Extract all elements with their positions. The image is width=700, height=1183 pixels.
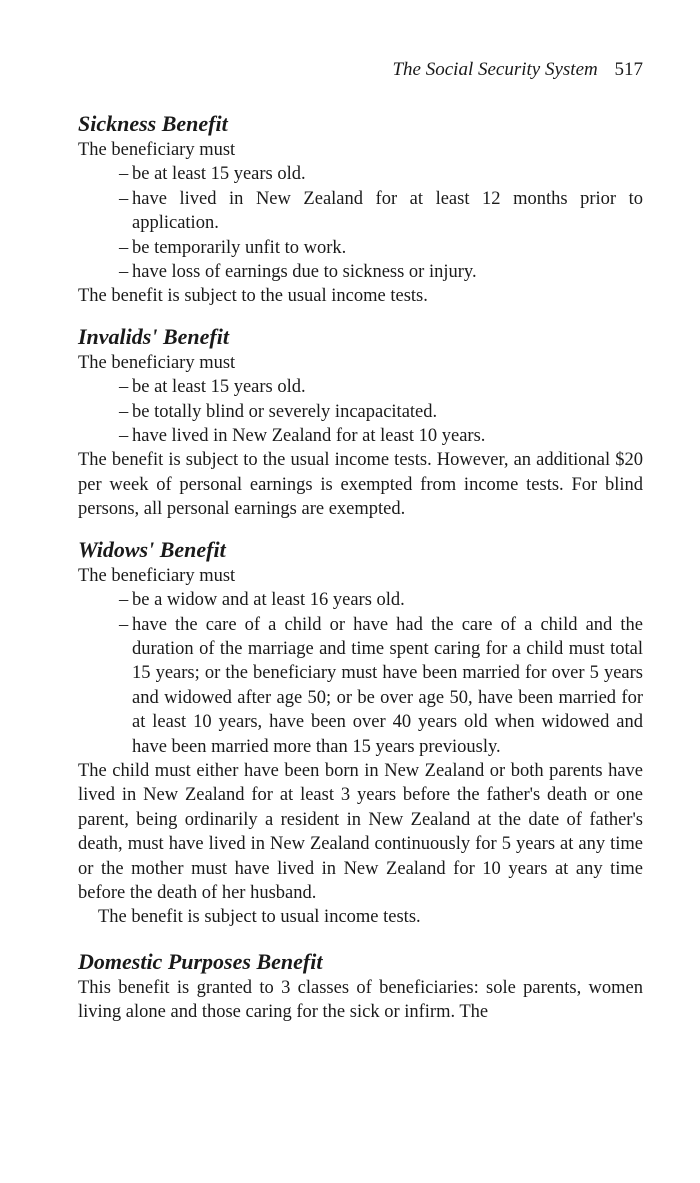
section-note: The benefit is subject to the usual income tests. xyxy=(78,286,428,307)
section-note-2: The benefit is subject to usual income tests. xyxy=(98,907,421,928)
section-invalids-benefit xyxy=(78,323,643,522)
section-heading: Invalids' Benefit xyxy=(78,323,229,349)
requirement-list xyxy=(78,588,643,759)
list-item: – be at least 15 years old. xyxy=(119,164,306,185)
section-intro: The beneficiary must xyxy=(78,352,236,373)
section-intro: The beneficiary must xyxy=(78,140,236,160)
list-item: – have the care of a child or have had the care of a child and the duration of the marriage and time spent caring for a child must total 15 years; or the beneficiary must have been married for over 5 years and widowed after age 50; or be over age 50, have been married for at least 10 years, have been over 40 years old when widowed and have been married more than 15 years previously. xyxy=(119,614,643,757)
page-number: 517 xyxy=(614,59,643,80)
list-item: – have lived in New Zealand for at least 10 years. xyxy=(119,426,486,447)
list-item: – be at least 15 years old. xyxy=(119,377,306,398)
requirement-list xyxy=(78,375,643,448)
section-intro: The beneficiary must xyxy=(78,565,236,586)
requirement-list xyxy=(78,162,643,284)
section-note: The benefit is subject to the usual income tests. However, an additional $20 per week of personal earnings is exempted from income tests. For blind persons, all personal earnings are exempted. xyxy=(78,450,643,520)
list-item: – have loss of earnings due to sickness or injury. xyxy=(119,262,477,283)
page-body xyxy=(78,110,643,1039)
list-item: – have lived in New Zealand for at least 12 months prior to application. xyxy=(119,188,643,234)
section-heading: Sickness Benefit xyxy=(78,111,228,136)
section-heading: Widows' Benefit xyxy=(78,536,226,562)
list-item: – be totally blind or severely incapacitated. xyxy=(119,401,438,422)
section-widows-benefit xyxy=(78,536,643,930)
section-domestic-purposes-benefit xyxy=(78,948,643,1025)
running-header xyxy=(78,58,643,82)
section-sickness-benefit xyxy=(78,110,643,309)
section-note: The child must either have been born in New Zealand or both parents have lived in New Zealand for at least 3 years before the father's death or one parent, being ordinarily a resident in New Zealand at the date of father's death, must have lived in New Zealand continuously for 5 years at any time or the mother must have lived in New Zealand for 10 years at any time before the death of her husband. xyxy=(78,760,643,903)
running-header-title: The Social Security System xyxy=(392,59,598,80)
list-item: – be a widow and at least 16 years old. xyxy=(119,590,405,611)
list-item: – be temporarily unfit to work. xyxy=(119,237,347,258)
section-intro: This benefit is granted to 3 classes of beneficiaries: sole parents, women living alone and those caring for the sick or infirm. The xyxy=(78,977,643,1023)
section-heading: Domestic Purposes Benefit xyxy=(78,948,323,974)
